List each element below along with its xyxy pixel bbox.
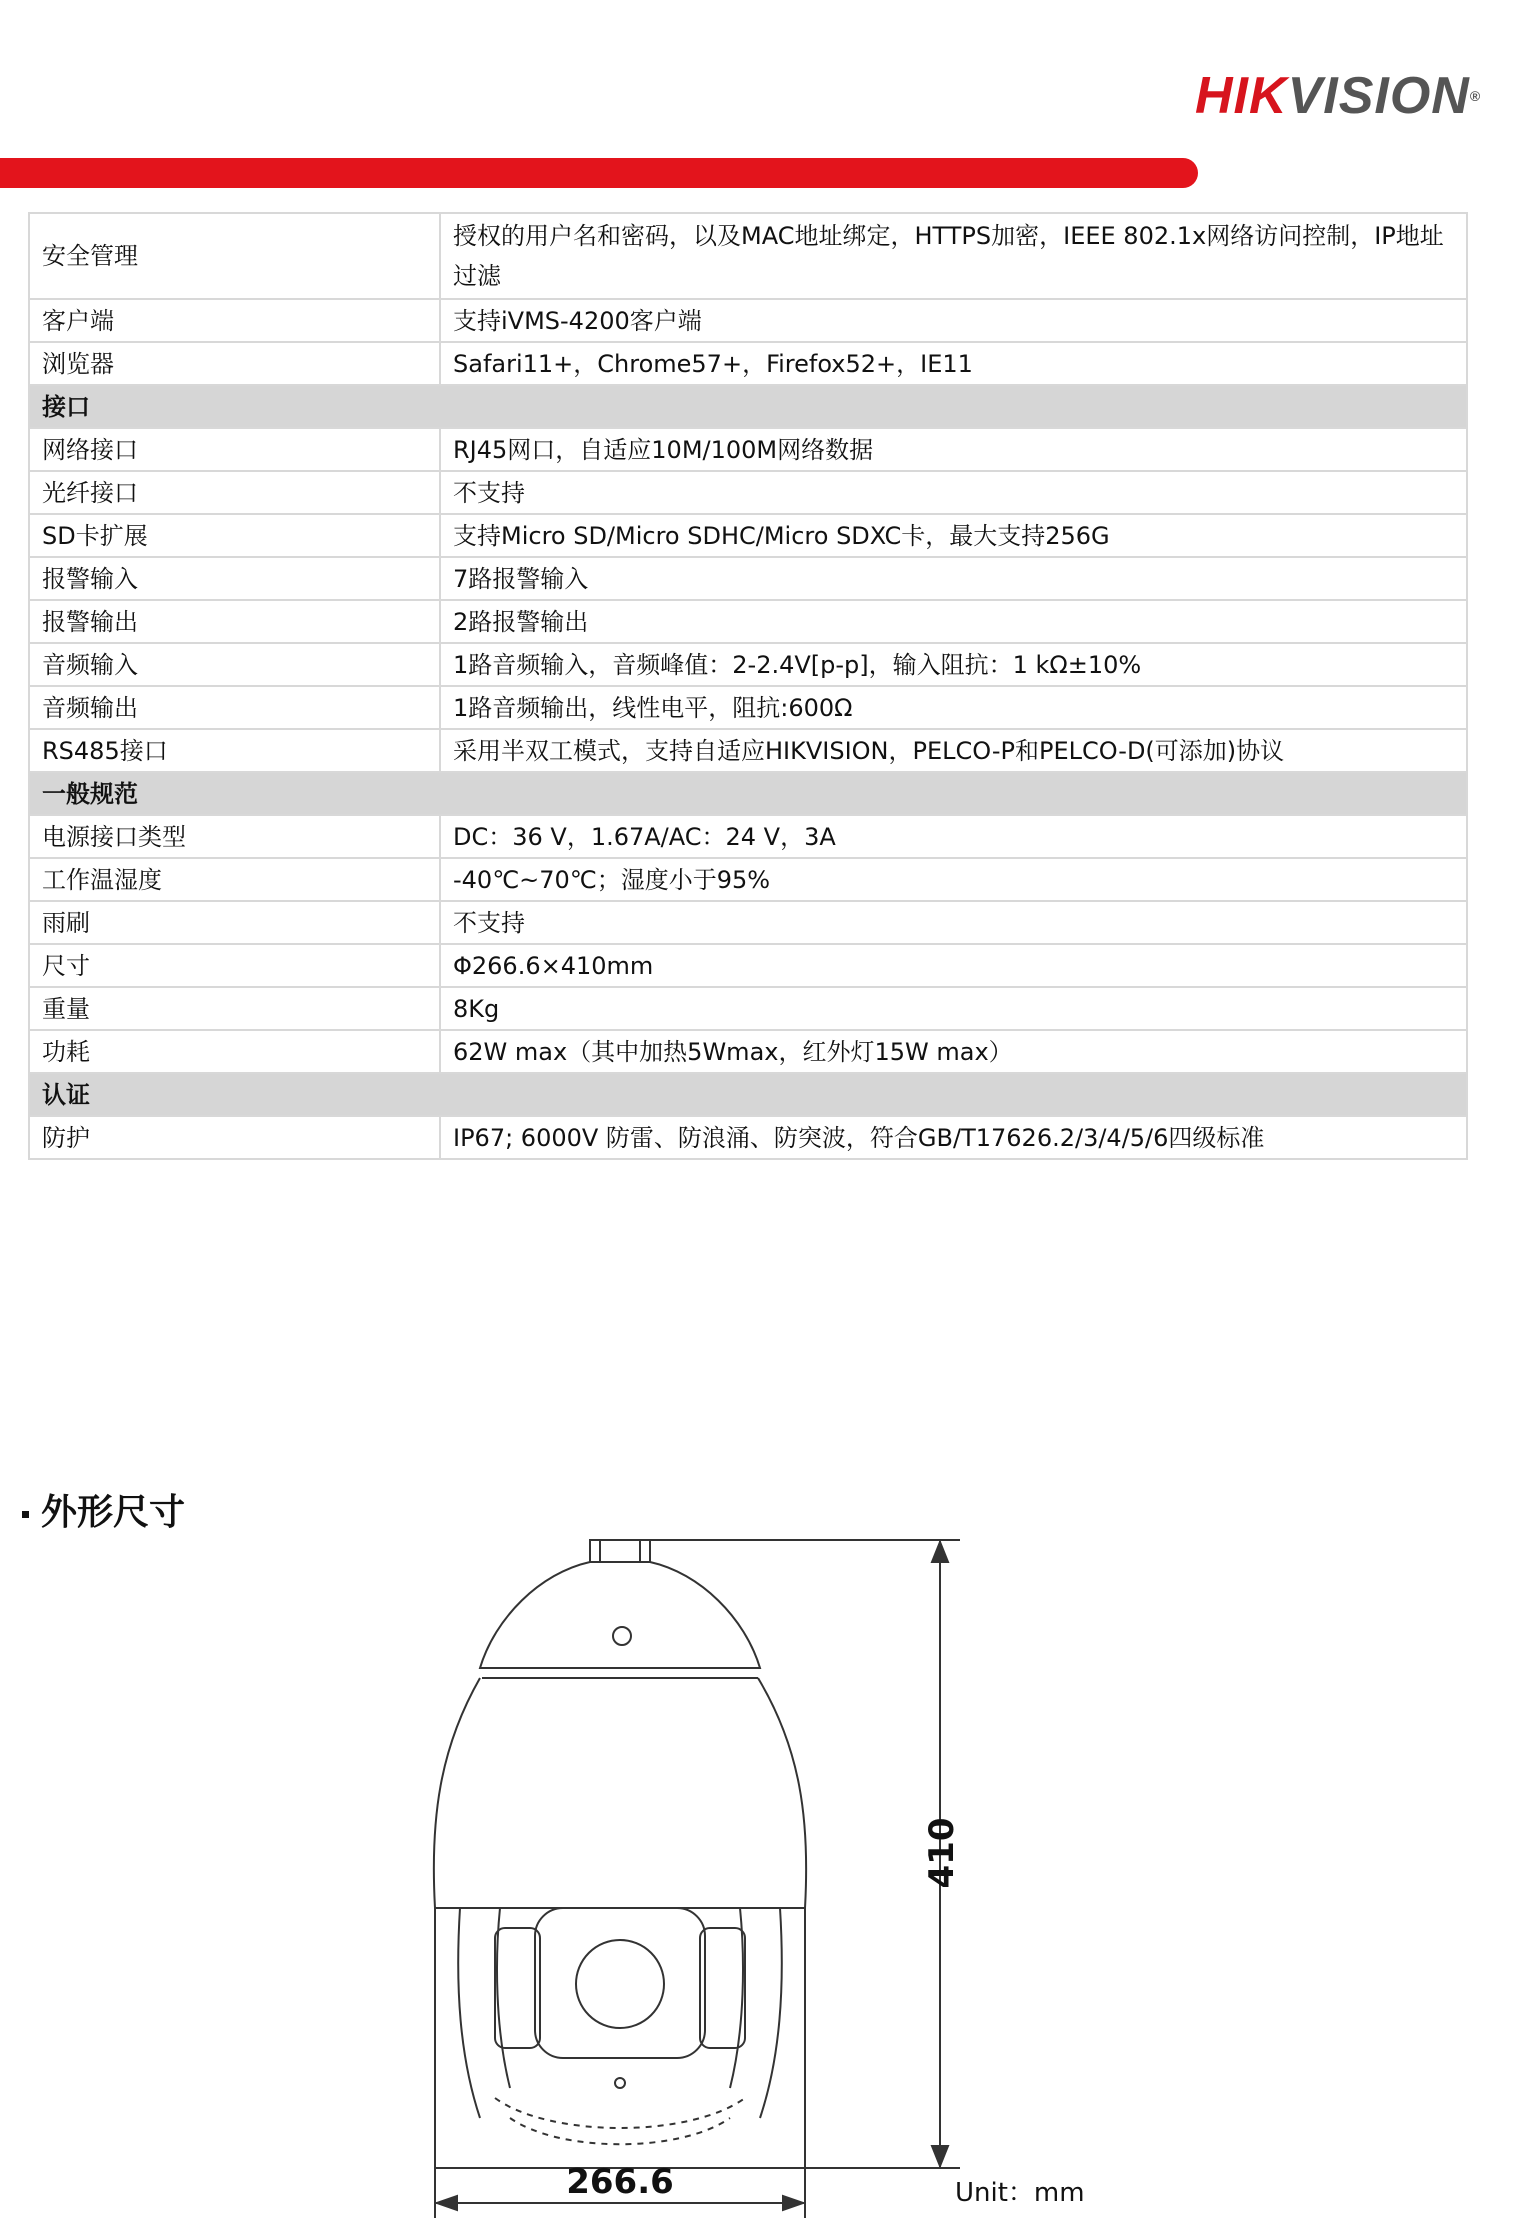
spec-row	[29, 686, 1467, 729]
spec-value: 62W max（其中加热5Wmax，红外灯15W max）	[440, 1030, 1467, 1073]
logo-vision: VISION	[1287, 67, 1470, 125]
section-title: 一般规范	[29, 772, 1467, 815]
spec-value: 不支持	[440, 471, 1467, 514]
spec-row	[29, 471, 1467, 514]
spec-section-header	[29, 385, 1467, 428]
spec-row	[29, 213, 1467, 299]
dimensions-title-text: 外形尺寸	[41, 1492, 186, 1533]
spec-row	[29, 299, 1467, 342]
lower-housing	[435, 1908, 805, 2168]
header-red-bar	[0, 158, 1198, 188]
spec-key: 报警输出	[29, 600, 440, 643]
spec-row	[29, 901, 1467, 944]
spec-value: Safari11+，Chrome57+，Firefox52+，IE11	[440, 342, 1467, 385]
spec-key: 安全管理	[29, 213, 440, 299]
spec-key: 浏览器	[29, 342, 440, 385]
spec-key: 网络接口	[29, 428, 440, 471]
camera-lens	[576, 1940, 664, 2028]
spec-value: 支持Micro SD/Micro SDHC/Micro SDXC卡，最大支持256G	[440, 514, 1467, 557]
spec-value: 8Kg	[440, 987, 1467, 1030]
spec-key: 音频输出	[29, 686, 440, 729]
spec-key: 电源接口类型	[29, 815, 440, 858]
spec-key: 工作温湿度	[29, 858, 440, 901]
spec-value: 1路音频输出，线性电平，阻抗:600Ω	[440, 686, 1467, 729]
spec-row	[29, 815, 1467, 858]
spec-row	[29, 643, 1467, 686]
unit-label: Unit：mm	[955, 2178, 1085, 2208]
spec-key: 功耗	[29, 1030, 440, 1073]
spec-value: DC：36 V，1.67A/AC：24 V，3A	[440, 815, 1467, 858]
spec-value: -40℃~70℃；湿度小于95%	[440, 858, 1467, 901]
spec-key: 报警输入	[29, 557, 440, 600]
spec-row	[29, 600, 1467, 643]
logo-registered-mark: ®	[1469, 88, 1482, 104]
bullet-dot	[22, 1511, 29, 1518]
camera-dimension-drawing	[400, 1528, 1080, 2218]
section-title: 认证	[29, 1073, 1467, 1116]
spec-key: 重量	[29, 987, 440, 1030]
spec-value: 7路报警输入	[440, 557, 1467, 600]
bottom-ring	[495, 2098, 745, 2128]
spec-key: 客户端	[29, 299, 440, 342]
spec-key: SD卡扩展	[29, 514, 440, 557]
spec-key: 防护	[29, 1116, 440, 1159]
spec-row	[29, 342, 1467, 385]
spec-value: 不支持	[440, 901, 1467, 944]
width-label: 266.6	[566, 2162, 674, 2202]
spec-value: RJ45网口，自适应10M/100M网络数据	[440, 428, 1467, 471]
spec-key: 尺寸	[29, 944, 440, 987]
dome-body	[434, 1678, 806, 1908]
section-title: 接口	[29, 385, 1467, 428]
dome-top	[480, 1562, 760, 1668]
spec-row	[29, 1030, 1467, 1073]
mount-screw	[613, 1627, 631, 1645]
height-label: 410	[922, 1817, 962, 1889]
spec-value: 支持iVMS-4200客户端	[440, 299, 1467, 342]
spec-row	[29, 514, 1467, 557]
spec-value: 2路报警输出	[440, 600, 1467, 643]
dimensions-title	[22, 1484, 185, 1535]
spec-section-header	[29, 772, 1467, 815]
ir-lamp-left	[495, 1928, 540, 2048]
spec-row	[29, 557, 1467, 600]
spec-row	[29, 944, 1467, 987]
spec-value: Φ266.6×410mm	[440, 944, 1467, 987]
spec-key: 雨刷	[29, 901, 440, 944]
logo-hik: HIK	[1195, 67, 1288, 125]
spec-row	[29, 987, 1467, 1030]
spec-row	[29, 729, 1467, 772]
spec-section-header	[29, 1073, 1467, 1116]
spec-row	[29, 428, 1467, 471]
spec-key: RS485接口	[29, 729, 440, 772]
spec-table-body	[29, 213, 1467, 1159]
spec-value: 采用半双工模式，支持自适应HIKVISION，PELCO-P和PELCO-D(可添加)协议	[440, 729, 1467, 772]
spec-value: 1路音频输入，音频峰值：2-2.4V[p-p]，输入阻抗：1 kΩ±10%	[440, 643, 1467, 686]
spec-value: 授权的用户名和密码，以及MAC地址绑定，HTTPS加密，IEEE 802.1x网络访问控制，IP地址过滤	[440, 213, 1467, 299]
spec-table	[28, 212, 1468, 1160]
spec-row	[29, 858, 1467, 901]
ir-lamp-right	[700, 1928, 745, 2048]
hikvision-logo	[1195, 68, 1495, 124]
camera-head	[535, 1908, 705, 2058]
spec-row	[29, 1116, 1467, 1159]
spec-key: 音频输入	[29, 643, 440, 686]
spec-value: IP67; 6000V 防雷、防浪涌、防突波，符合GB/T17626.2/3/4/5/6四级标准	[440, 1116, 1467, 1159]
spec-key: 光纤接口	[29, 471, 440, 514]
